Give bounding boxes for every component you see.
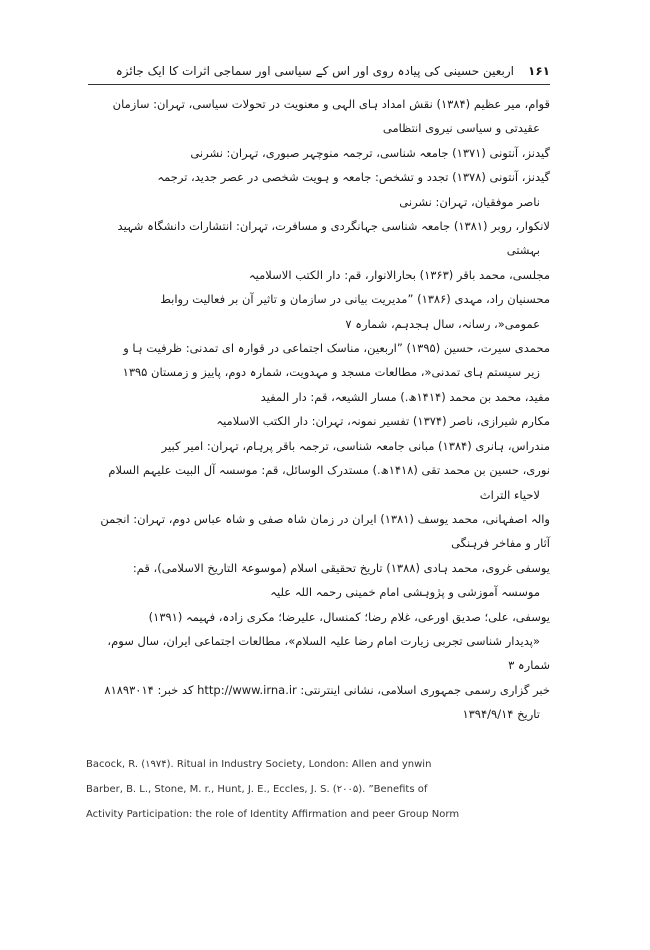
reference-line: عقیدتی و سیاسی نیروی انتظامی <box>382 121 540 136</box>
reference-line: زیر سیستم ہای تمدنی«، مطالعات مسجد و مہدویت، شمارہ دوم، پاییز و زمستان ۱۳۹۵ <box>122 365 540 380</box>
reference-line-latin: Bacock, R. (۱۹۷۴). Ritual in Industry Society, London: Allen and ynwin <box>86 759 432 770</box>
reference-line: تاریخ ۱۳۹۴/۹/۱۴ <box>462 707 540 722</box>
reference-entry <box>88 336 550 385</box>
reference-line: ناصر موفقیان، تہران: نشرنی <box>399 194 540 209</box>
reference-entry <box>88 287 550 336</box>
header-rule <box>88 84 550 85</box>
bibliography-urdu <box>88 92 550 727</box>
reference-line: نوری، حسین بن محمد تقی (۱۴۱۸ھ.) مستدرک الوسائل، قم: موسسہ آل البیت علیہم السلام <box>108 463 550 478</box>
reference-line: خبر گزاری رسمی جمہوری اسلامی، نشانی اینترنتی: http://www.irna.ir کد خبر: ۸۱۸۹۳۰۱۴ <box>104 682 550 697</box>
reference-entry <box>88 678 550 727</box>
reference-entry <box>88 605 550 678</box>
reference-line: مکارم شیرازی، ناصر (۱۳۷۴) تفسیر نمونہ، تہران: دار الکتب الاسلامیہ <box>216 414 550 429</box>
reference-entry <box>88 141 550 165</box>
reference-entry <box>88 458 550 507</box>
reference-entry <box>88 507 550 556</box>
page-header <box>88 64 550 82</box>
reference-line: گیدنز، آنتونی (۱۳۷۱) جامعہ شناسی، ترجمہ منوچہر صبوری، تہران: نشرنی <box>190 145 550 160</box>
reference-line: عمومی«، رسانہ، سال ہجدہم، شمارہ ۷ <box>345 316 540 331</box>
reference-line: محسنیان راد، مہدی (۱۳۸۶) ”مدیریت بیانی در سازمان و تاثیر آن بر فعالیت روابط <box>160 292 550 307</box>
page-number: ۱۶۱ <box>528 64 550 78</box>
reference-entry <box>88 263 550 287</box>
reference-line: گیدنز، آنتونی (۱۳۷۸) تجدد و تشخص: جامعہ و ہویت شخصی در عصر جدید، ترجمہ <box>157 170 550 185</box>
bibliography-english <box>86 752 556 827</box>
reference-line: لاحیاء التراث <box>479 487 540 502</box>
reference-entry <box>88 214 550 263</box>
reference-line: مندراس، ہانری (۱۳۸۴) مبانی جامعہ شناسی، ترجمہ باقر پرہام، تہران: امیر کبیر <box>161 438 550 453</box>
reference-line: لانکوار، روبر (۱۳۸۱) جامعہ شناسی جہانگردی و مسافرت، تہران: انتشارات دانشگاہ شہید <box>117 219 550 234</box>
reference-line: مفید، محمد بن محمد (۱۴۱۴ھ.) مسار الشیعہ، قم: دار المفید <box>260 389 550 404</box>
reference-entry <box>88 92 550 141</box>
reference-line: مجلسی، محمد باقر (۱۳۶۳) بحارالانوار، قم: دار الکتب الاسلامیہ <box>248 267 550 282</box>
reference-line: یوسفی، علی؛ صدیق اورعی، غلام رضا؛ کمنسال، علیرضا؛ مکری زادہ، فہیمہ (۱۳۹۱) <box>148 609 550 624</box>
reference-entry <box>88 556 550 605</box>
reference-line: محمدی سیرت، حسین (۱۳۹۵) ”اربعین، مناسک اجتماعی در قوارہ ای تمدنی: ظرفیت ہا و <box>123 341 550 356</box>
running-title: اربعین حسینی کی پیادہ روی اور اس کے سیاسی اور سماجی اثرات کا ایک جائزہ <box>115 64 514 78</box>
reference-line: قوام، میر عظیم (۱۳۸۴) نقش امداد ہای الہی و معنویت در تحولات سیاسی، تہران: سازمان <box>112 97 550 111</box>
reference-entry <box>88 409 550 433</box>
reference-entry <box>88 165 550 214</box>
reference-line: یوسفی غروی، محمد ہادی (۱۳۸۸) تاریخ تحقیقی اسلام (موسوعۃ التاریخ الاسلامی)، قم: <box>132 560 550 575</box>
reference-entry <box>88 434 550 458</box>
reference-line: بہشتی <box>506 243 540 258</box>
reference-line: والہ اصفہانی، محمد یوسف (۱۳۸۱) ایران در زمان شاہ صفی و شاہ عباس دوم، تہران: انجمن آثار و مفاخر فرہنگی <box>100 511 550 551</box>
reference-line: موسسہ آموزشی و پژوہشی امام خمینی رحمہ اللہ علیہ <box>270 585 540 600</box>
reference-line-latin: Barber, B. L., Stone, M. r., Hunt, J. E., Eccles, J. S. (۲۰۰۵). ”Benefits of <box>86 784 428 795</box>
reference-line-latin: Activity Participation: the role of Identity Affirmation and peer Group Norm <box>86 809 460 820</box>
reference-entry <box>88 385 550 409</box>
reference-line: «پدیدار شناسی تجربی زیارت امام رضا علیہ السلام»، مطالعات اجتماعی ایران، سال سوم، شمارہ ۳ <box>107 633 550 673</box>
